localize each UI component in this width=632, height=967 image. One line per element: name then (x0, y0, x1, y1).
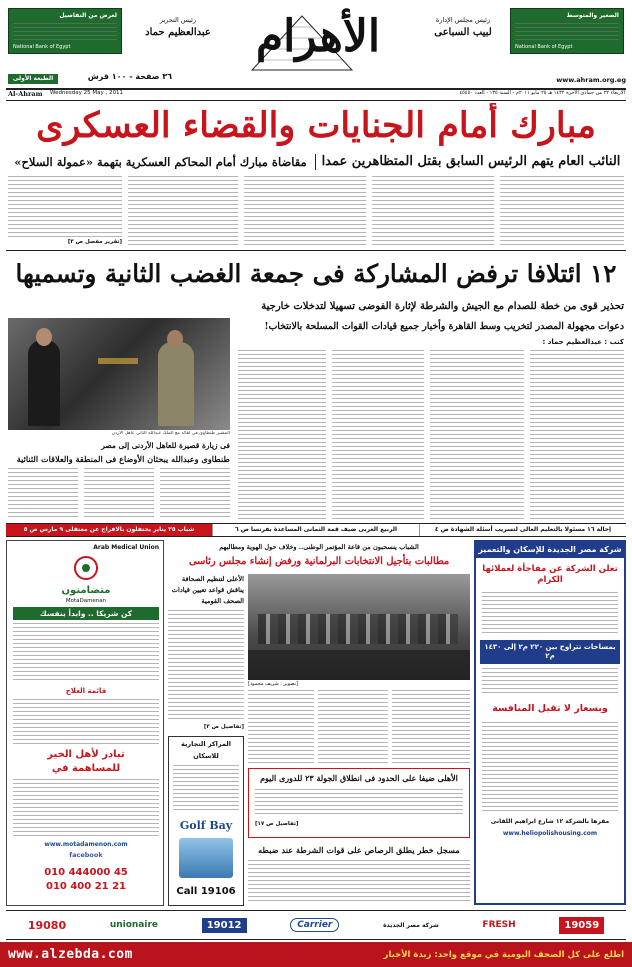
logo-text: الأهرام (255, 11, 381, 62)
chairman-label: رئيس مجلس الإدارة (435, 16, 491, 24)
top-ad-left (8, 8, 122, 54)
chairman-block (418, 16, 508, 56)
date-line: الأربعاء ٢٢ من جمادى الآخرة ١٤٣٢ هـ ٢٥ مايو ٢٠١١م - السنة ١٣٥ - العدد ٤٥٤٥٠ (459, 90, 625, 96)
top-ad-left-bank: National Bank of Egypt (13, 44, 71, 50)
right-ad-area: بمساحات تتراوح بين ٢٢٠ م٢ إلى ١٤٣٠ م٢ (480, 640, 620, 664)
main-col-4 (128, 176, 238, 246)
second-deck-1: تحذير قوى من خطة للصدام مع الجيش والشرطة لإثارة الفوضى تسهيلا لتدخلات خارجية (261, 301, 624, 312)
first-edition-badge: الطبعة الأولى (8, 74, 58, 84)
right-ad-website[interactable]: www.heliopolishousing.com (502, 830, 598, 837)
bottom-ads (6, 910, 626, 940)
bottom-ad-7: شركة مصر الجديدة (383, 921, 439, 929)
photo-col-1 (160, 468, 230, 520)
left-ad-phone2: 010 400 21 21 (45, 881, 127, 892)
chairman-name: لبيب السباعى (434, 27, 492, 38)
top-ad-right-text: الصغير والمتوسط (566, 12, 619, 19)
photo-col-3 (8, 468, 78, 520)
bottom-ad-2: unionaire (109, 920, 159, 930)
footer-promo: اطلع على كل الصحف اليومية في موقع واحد: زبدة الأخبار (383, 949, 624, 960)
right-ad-headline1: تعلن الشركة عن مفاجأة لعملائها الكرام (482, 564, 618, 585)
footer-bar (0, 942, 632, 967)
english-title: Al-Ahram (8, 90, 43, 98)
main-sub-right: النائب العام يتهم الرئيس السابق بقتل المتظاهرين عمدا (321, 154, 621, 169)
left-ad-phone1: 010 444000 45 (44, 867, 128, 878)
website[interactable]: www.ahram.org.eg (556, 76, 626, 84)
masthead-rule-2 (6, 100, 626, 101)
left-ad-slogan: كن شريكا .. وابدأ بنفسك (13, 607, 159, 620)
main-more-link[interactable]: [تقرير مفصل ص ٣] (67, 239, 122, 245)
crime-headline: مسجل خطر يطلق الرصاص على قوات الشرطة عند ضبطه (258, 845, 460, 855)
dialogue-headline: مطالبات بتأجيل الانتخابات البرلمانية ورفض إنشاء مجلس رئاسى (188, 556, 450, 567)
main-col-1 (500, 176, 624, 246)
footer-url[interactable]: www.alzebda.com (8, 947, 133, 962)
second-col-2 (430, 350, 524, 520)
section-rule-1 (6, 250, 626, 251)
left-ad-website[interactable]: www.motadamenon.com (44, 841, 128, 848)
second-deck-2: دعوات مجهولة المصدر لتخريب وسط القاهرة وأخبار جميع قيادات القوات المسلحة بالانتخاب! (264, 321, 624, 332)
bottom-ad-4: Carrier (290, 918, 339, 932)
second-col-3 (332, 350, 424, 520)
top-ad-right (510, 8, 624, 54)
middle-ad-title2: للاسكان (193, 752, 219, 760)
banner-right[interactable]: إحالة ١٦ مسئولا بالتعليم العالى لتسريب أسئلة الشهادة ص ٤ (419, 524, 626, 536)
dialogue-col-2 (318, 690, 388, 766)
dialogue-kicker: الشباب ينسحبون من قاعة المؤتمر الوطنى.. وخلاف حول الهوية ومطالبهم (219, 543, 419, 551)
right-ad-company: شركة مصر الجديدة للإسكان والتعمير (476, 542, 624, 558)
main-col-5 (8, 176, 122, 238)
side-headline: الأعلى لتنظيم الصحافة يناقش قواعد تعيين قيادات الصحف القومية (171, 575, 244, 605)
banner-strip (6, 523, 626, 537)
side-col (168, 610, 244, 722)
crime-col (248, 860, 470, 904)
banner-middle[interactable]: الربيع العربى ضيف قمة الثمانى المساعدة بفرنسا ص ٦ (212, 524, 419, 536)
photo-caption: المشير طنطاوى فى لقائه مع الملك عبدالله الثانى عاهل الأردن (111, 431, 230, 436)
main-sub-divider (315, 154, 316, 170)
main-headline: مبارك أمام الجنايات والقضاء العسكرى (36, 105, 596, 146)
price: ١٠٠ قرش (87, 72, 127, 81)
bottom-ad-1: 19080 (27, 918, 67, 932)
ahly-box (248, 768, 470, 838)
right-ad (474, 540, 626, 905)
right-ad-headline2: وبسعار لا تقبل المنافسة (492, 703, 608, 714)
middle-ad-title1: المراكز التجارية (181, 740, 231, 748)
left-ad-brand: متضامنون (61, 585, 111, 596)
top-ad-right-bank: National Bank of Egypt (515, 44, 573, 50)
dialogue-photo (248, 574, 470, 680)
editor-label: رئيس التحرير (159, 16, 197, 24)
top-ad-left-text: لعرض من التفاصيل (59, 12, 117, 19)
bottom-ad-5: FRESH (482, 920, 516, 930)
logo (232, 2, 404, 72)
dialogue-photo-credit: [تصوير : شريف محمود] (248, 681, 298, 687)
bottom-ad-3: 19012 (202, 918, 247, 933)
left-ad-brand-en: MotaDamenan (65, 598, 107, 604)
photo-kicker: فى زيارة قصيرة للعاهل الأردنى إلى مصر (101, 441, 230, 450)
left-ad-org: Arab Medical Union (93, 544, 159, 551)
bottom-ad-6: 19059 (559, 917, 604, 934)
main-col-3 (244, 176, 366, 246)
left-ad-banner2: للمساهمة في (51, 763, 121, 774)
second-col-4 (238, 350, 326, 520)
unity-logo-icon (69, 555, 103, 585)
english-date: Wednesday 25 May , 2011 (50, 90, 123, 96)
dialogue-col-3 (248, 690, 314, 766)
main-col-2 (372, 176, 494, 246)
editor-block (128, 16, 228, 56)
pages: ٣٦ صفحة (135, 72, 172, 81)
photo-col-2 (84, 468, 154, 520)
ahly-more[interactable]: [تفاصيل ص ١٧] (255, 821, 299, 827)
second-byline: كتب : عبدالعظيم حماد : (542, 338, 624, 346)
left-ad-banner1: تبادر لأهل الخير (47, 749, 125, 760)
side-more[interactable]: [تفاصيل ص ٣] (203, 724, 244, 730)
ahly-headline: الأهلى ضيفا على الحدود فى انطلاق الجولة ٢٣ للدورى اليوم (260, 773, 458, 783)
pages-price: ٣٦ صفحة - ١٠٠ قرش (87, 72, 172, 81)
left-ad (6, 540, 164, 906)
main-sub-left: مقاضاة مبارك أمام المحاكم العسكرية بتهمة «عمولة السلاح» (14, 155, 307, 169)
tantawi-photo (8, 318, 230, 430)
banner-left[interactable]: شباب ٢٥ يناير يحتفلون بالافراج عن معتقلى ٩ مارس ص ٥ (6, 524, 212, 536)
editor-name: عبدالعظيم حماد (145, 27, 211, 38)
dialogue-col-1 (392, 690, 470, 766)
middle-ad-brand: Golf Bay (179, 819, 233, 832)
middle-ad-phone: Call 19106 (176, 886, 236, 897)
left-ad-mid-heading: قائمة العلاج (65, 687, 107, 695)
second-headline: ١٢ ائتلافا ترفض المشاركة فى جمعة الغضب الثانية وتسميها (15, 259, 617, 288)
left-ad-facebook[interactable]: facebook (69, 851, 103, 859)
middle-ad (168, 736, 244, 906)
second-col-1 (530, 350, 624, 520)
photo-headline: طنطاوى وعبدالله يبحثان الأوضاع فى المنطقة والعلاقات الثنائية (16, 454, 230, 464)
right-ad-contact: مقرها بالشركة ١٢ شارع ابراهيم اللقانى (490, 818, 610, 825)
